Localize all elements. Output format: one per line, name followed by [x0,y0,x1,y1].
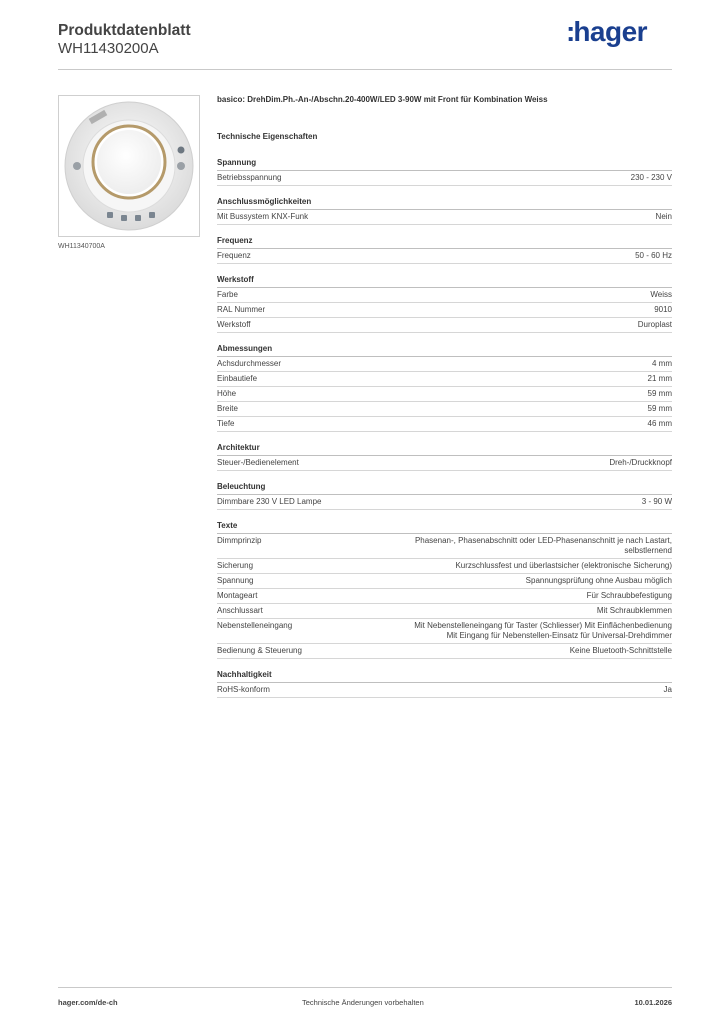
property-row [217,495,672,510]
group-title: Anschlussmöglichkeiten [217,196,672,210]
property-group [217,343,672,432]
group-title: Nachhaltigkeit [217,669,672,683]
property-value: Mit Schraubklemmen [596,606,672,615]
property-value: Mit Nebenstelleneingang für Taster (Schliesser) Mit Einflächenbedienung Mit Eingang für Nebenstellen-Einsatz für Universal-Drehdimmer [414,621,672,640]
property-value: 4 mm [652,359,672,368]
property-label: Montageart [217,591,258,600]
property-label: Nebenstelleneingang [217,621,293,630]
property-row [217,318,672,333]
property-row [217,387,672,402]
property-row [217,402,672,417]
property-label: RAL Nummer [217,305,266,314]
property-row [217,372,672,387]
property-row [217,683,672,698]
property-group [217,442,672,471]
property-row [217,574,672,589]
property-value: 59 mm [647,389,672,398]
logo-text: hager [573,16,648,47]
footer-date: 10.01.2026 [634,998,672,1007]
property-label: Anschlussart [217,606,263,615]
property-label: Achsdurchmesser [217,359,282,368]
property-value: Nein [655,212,672,221]
group-title: Texte [217,520,672,534]
property-label: Höhe [217,389,237,398]
property-group [217,520,672,659]
property-label: Werkstoff [217,320,251,329]
property-label: Bedienung & Steuerung [217,646,302,655]
property-group [217,235,672,264]
property-value: Duroplast [637,320,672,329]
property-row [217,249,672,264]
header-divider [58,69,672,70]
property-value: Für Schraubbefestigung [586,591,672,600]
property-group [217,157,672,186]
group-title: Werkstoff [217,274,672,288]
property-value: Keine Bluetooth-Schnittstelle [569,646,672,655]
group-title: Beleuchtung [217,481,672,495]
document-header [58,21,191,57]
group-title: Abmessungen [217,343,672,357]
property-value: 21 mm [647,374,672,383]
footer-website: hager.com/de-ch [58,998,118,1007]
property-row [217,619,672,644]
property-value: Dreh-/Druckknopf [609,458,672,467]
property-value: Ja [663,685,672,694]
footer-notice: Technische Änderungen vorbehalten [302,998,424,1007]
property-value: 230 - 230 V [630,173,672,182]
property-group [217,196,672,225]
dimmer-photo-icon [59,96,199,236]
property-row [217,210,672,225]
property-groups [217,157,672,698]
property-label: Dimmprinzip [217,536,262,545]
property-row [217,288,672,303]
property-row [217,417,672,432]
property-value: 9010 [654,305,672,314]
property-group [217,669,672,698]
property-row [217,589,672,604]
group-title: Spannung [217,157,672,171]
property-label: Sicherung [217,561,254,570]
group-title: Frequenz [217,235,672,249]
property-group [217,274,672,333]
image-caption: WH11340700A [58,243,105,250]
product-description: basico: DrehDim.Ph.-An-/Abschn.20-400W/LED 3-90W mit Front für Kombination Weiss [217,95,548,104]
property-row [217,534,672,559]
product-code: WH11430200A [58,40,159,57]
footer-divider [58,987,672,988]
property-label: Breite [217,404,238,413]
property-label: Einbautiefe [217,374,258,383]
technical-properties-heading: Technische Eigenschaften [217,132,318,141]
group-title: Architektur [217,442,672,456]
property-row [217,604,672,619]
property-label: RoHS-konform [217,685,270,694]
property-row [217,456,672,471]
product-image [58,95,200,237]
property-value: 46 mm [647,419,672,428]
page-title: Produktdatenblatt [58,22,191,39]
property-value: 59 mm [647,404,672,413]
property-value: Spannungsprüfung ohne Ausbau möglich [525,576,672,585]
property-label: Dimmbare 230 V LED Lampe [217,497,322,506]
property-value: Kurzschlussfest und überlastsicher (elektronische Sicherung) [455,561,672,570]
property-row [217,644,672,659]
hager-logo: :hager [566,16,648,47]
property-row [217,171,672,186]
property-value: 50 - 60 Hz [635,251,672,260]
property-group [217,481,672,510]
property-row [217,559,672,574]
property-label: Tiefe [217,419,235,428]
property-label: Spannung [217,576,254,585]
property-row [217,357,672,372]
property-row [217,303,672,318]
property-value: Phasenan-, Phasenabschnitt oder LED-Phasenanschnitt je nach Lastart, selbstlernend [414,536,672,555]
property-label: Mit Bussystem KNX-Funk [217,212,309,221]
property-value: Weiss [650,290,672,299]
property-label: Steuer-/Bedienelement [217,458,299,467]
properties-content [217,94,672,708]
property-label: Frequenz [217,251,251,260]
property-label: Betriebsspannung [217,173,282,182]
property-label: Farbe [217,290,238,299]
property-value: 3 - 90 W [641,497,672,506]
